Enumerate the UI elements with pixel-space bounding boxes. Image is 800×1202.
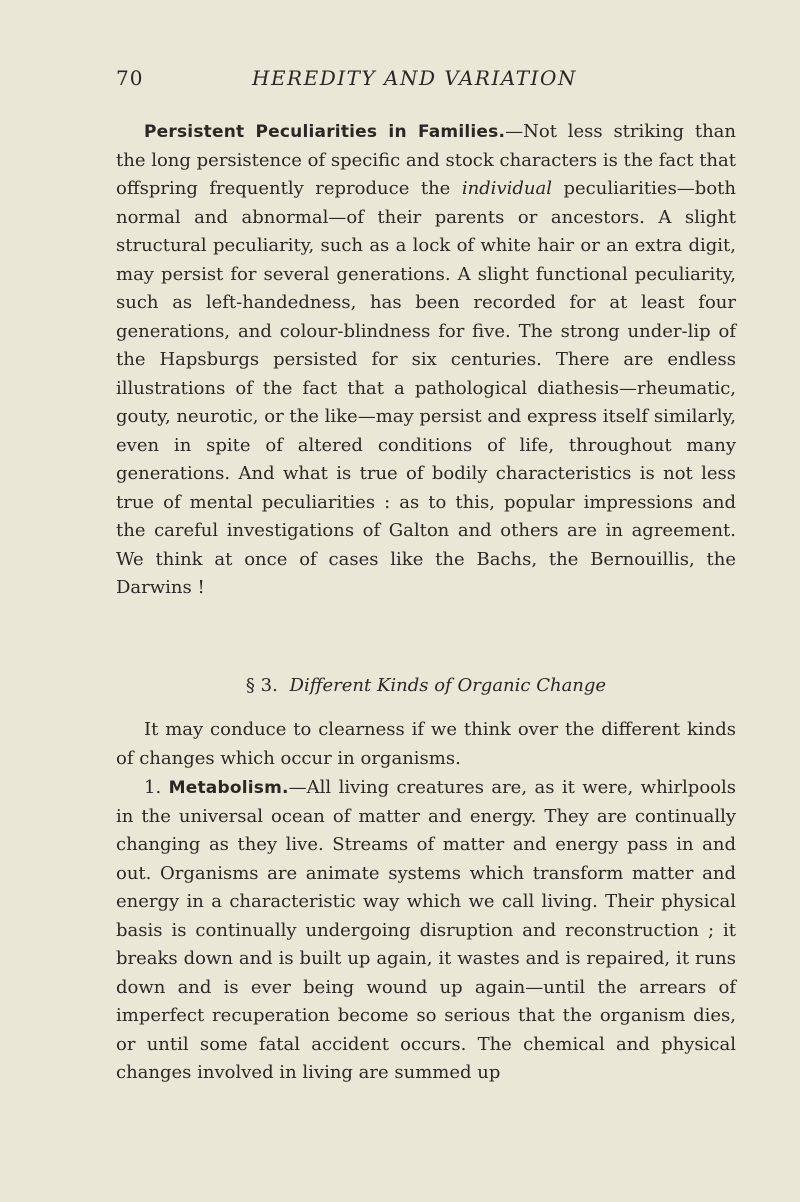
section-heading xyxy=(116,672,736,700)
emphasis-text: individual xyxy=(461,178,552,199)
section-number: § 3. xyxy=(245,675,278,696)
paragraph-persistent-peculiarities xyxy=(116,118,736,603)
running-title: HEREDITY AND VARIATION xyxy=(252,66,577,90)
paragraph-text: peculiarities—both normal and abnormal—of their parents or ancestors. A slight structural peculiarity, such as a lock of white hair or an extra digit, may persist for several generations. A slight functional peculiarity, such as left-handedness, has been recorded for at least four generations, and colour-blindness for five. The strong under-lip of the Hapsburgs persisted for six centuries. There are endless illustrations of the fact that a pathological diathesis—rheumatic, gouty, neurotic, or the like—may persist and express itself similarly, even in spite of altered conditions of life, throughout many generations. And what is true of bodily characteristics is not less true of mental peculiarities : as to this, popular impressions and the careful investigations of Galton and others are in agreement. We think at once of cases like the Bachs, the Bernouillis, the Darwins ! xyxy=(116,178,736,598)
paragraph-metabolism xyxy=(116,774,736,1088)
paragraph-heading: Metabolism. xyxy=(168,778,289,798)
page-number: 70 xyxy=(116,66,144,90)
paragraph-heading: Persistent Peculiarities in Families. xyxy=(144,122,506,142)
paragraph-intro xyxy=(116,716,736,773)
paragraph-text: —Not less striking than the long persistence of specific and stock characters is the fact that offspring frequently reproduce the xyxy=(116,121,736,199)
paragraph-text: It may conduce to clearness if we think over the different kinds of changes which occur in organisms. xyxy=(116,719,736,769)
list-number: 1. xyxy=(144,777,162,798)
paragraph-text: —All living creatures are, as it were, whirlpools in the universal ocean of matter and energy. They are continually changing as they live. Streams of matter and energy pass in and out. Organisms are animate systems which transform matter and energy in a characteristic way which we call living. Their physical basis is continually undergoing disruption and reconstruction ; it breaks down and is built up again, it wastes and is repaired, it runs down and is ever being wound up again—until the arrears of imperfect recuperation become so serious that the organism dies, or until some fatal accident occurs. The chemical and physical changes involved in living are summed up xyxy=(116,777,736,1083)
section-title: Different Kinds of Organic Change xyxy=(289,675,607,696)
running-head xyxy=(116,66,736,96)
